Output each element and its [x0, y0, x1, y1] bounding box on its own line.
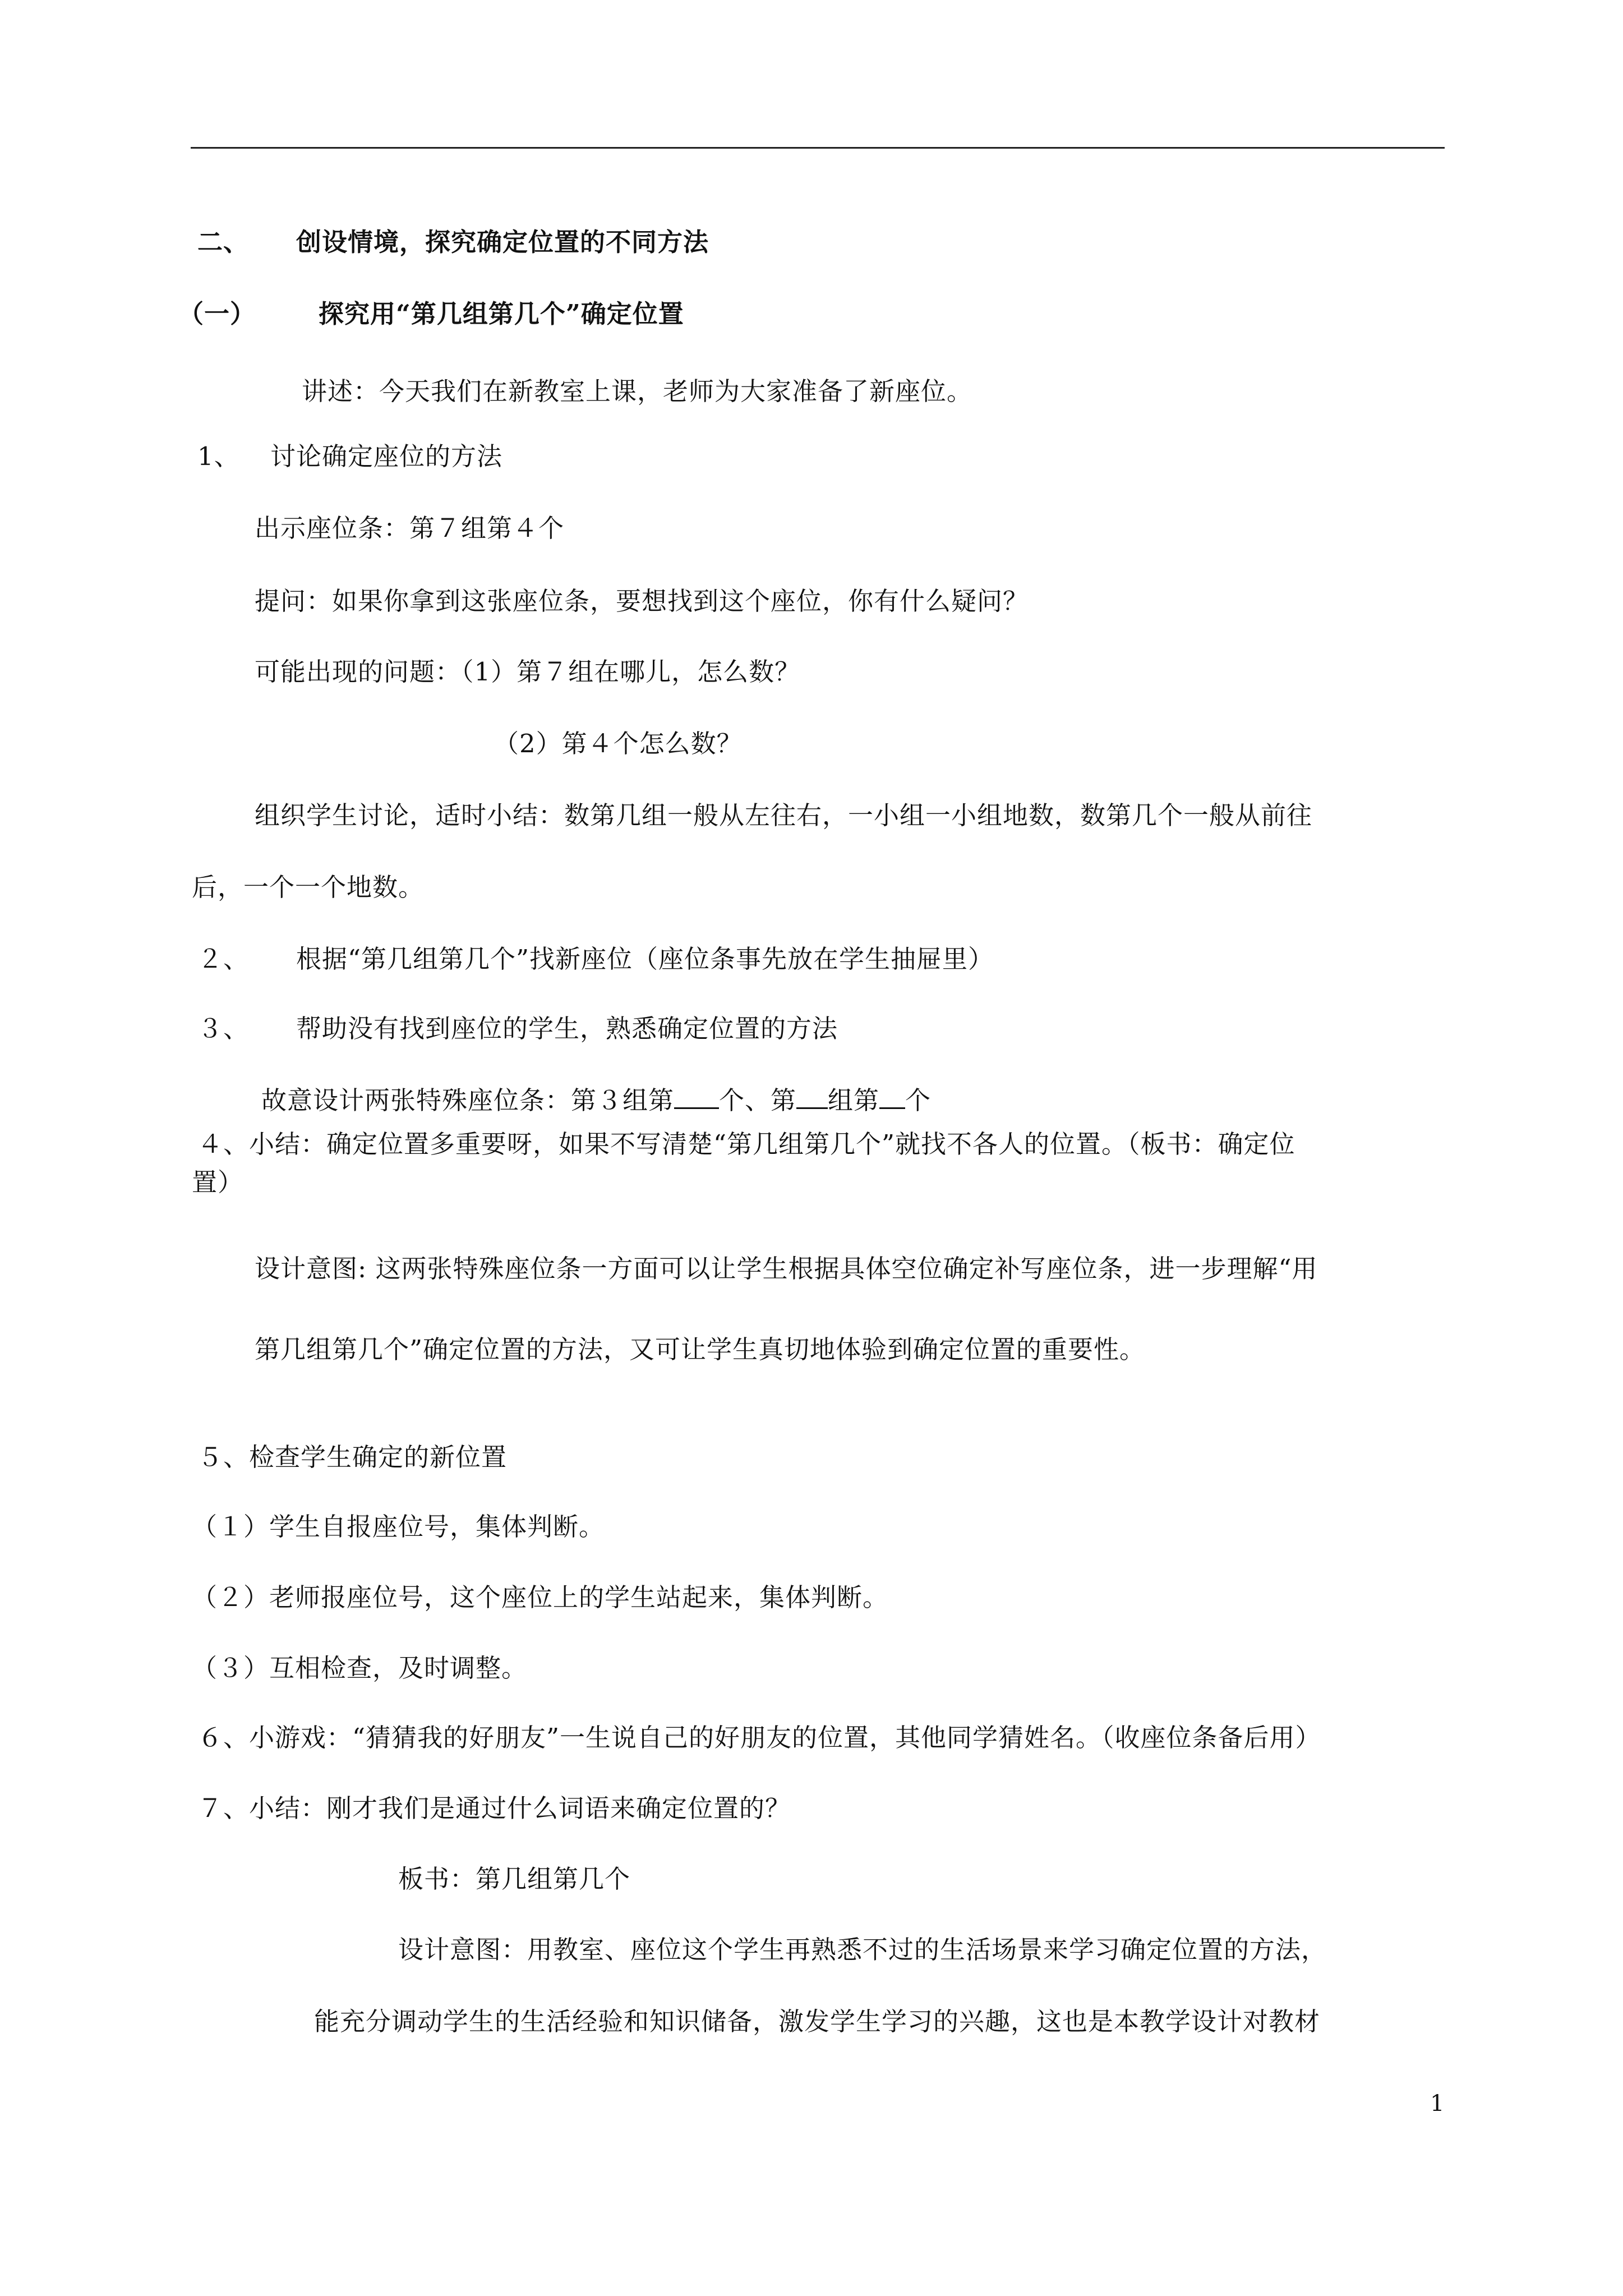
special-strip-line — [261, 1083, 931, 1117]
sub-item-2: （２）老师报座位号，这个座位上的学生站起来，集体判断。 — [192, 1582, 889, 1612]
special-strip-mid-2: 组第 — [828, 1085, 880, 1115]
intro-text: 讲述：今天我们在新教室上课，老师为大家准备了新座位。 — [302, 376, 973, 406]
section-two-title: 创设情境，探究确定位置的不同方法 — [296, 227, 709, 257]
item2-title: 根据“第几组第几个”找新座位（座位条事先放在学生抽屉里） — [296, 944, 994, 974]
discussion-line-2: 后，一个一个地数。 — [192, 872, 425, 902]
item4-line-1: ４、小结：确定位置多重要呀，如果不写清楚“第几组第几个”就找不各人的位置。（板书：确定位 — [197, 1129, 1295, 1159]
design-intent-1-line-1: 设计意图: 这两张特殊座位条一方面可以让学生根据具体空位确定补写座位条，进一步理解“用 — [255, 1254, 1318, 1283]
item1-title: 讨论确定座位的方法 — [270, 441, 503, 471]
design-intent-1-line-2: 第几组第几个”确定位置的方法，又可让学生真切地体验到确定位置的重要性。 — [255, 1335, 1146, 1364]
item3-number: ３、 — [197, 1014, 250, 1043]
board-text: 板书：第几组第几个 — [398, 1864, 631, 1894]
possible-question-2: （2）第４个怎么数？ — [494, 729, 743, 758]
blank-2 — [796, 1083, 828, 1109]
page-number: 1 — [1430, 2091, 1445, 2116]
item4-line-2: 置） — [192, 1167, 244, 1197]
subsection-one-title: 探究用“第几组第几个”确定位置 — [319, 299, 684, 329]
show-strip-text: 出示座位条：第７组第４个 — [255, 513, 565, 543]
design-intent-2-line-2: 能充分调动学生的生活经验和知识储备，激发学生学习的兴趣，这也是本教学设计对教材 — [314, 2007, 1321, 2036]
sub-item-3: （３）互相检查，及时调整。 — [192, 1653, 528, 1683]
item3-title: 帮助没有找到座位的学生，熟悉确定位置的方法 — [296, 1014, 838, 1043]
header-rule — [191, 147, 1445, 149]
blank-3 — [879, 1083, 905, 1109]
discussion-line-1: 组织学生讨论，适时小结：数第几组一般从左往右，一小组一小组地数，数第几个一般从前往 — [255, 800, 1313, 830]
item6-text: ６、小游戏：“猜猜我的好朋友”一生说自己的好朋友的位置，其他同学猜姓名。（收座位条备后用） — [197, 1723, 1321, 1752]
special-strip-mid-1: 个、第 — [719, 1085, 797, 1115]
item7-text: ７、小结：刚才我们是通过什么词语来确定位置的？ — [197, 1793, 791, 1823]
special-strip-suffix: 个 — [905, 1085, 932, 1115]
design-intent-2-line-1: 设计意图：用教室、座位这个学生再熟悉不过的生活场景来学习确定位置的方法， — [398, 1935, 1327, 1964]
blank-1 — [674, 1083, 719, 1109]
item2-number: ２、 — [197, 944, 250, 974]
item1-number: 1、 — [197, 441, 240, 471]
possible-question-1: 可能出现的问题：（1）第７组在哪儿，怎么数？ — [255, 657, 801, 687]
question-text: 提问：如果你拿到这张座位条，要想找到这个座位，你有什么疑问？ — [255, 586, 1029, 616]
item5-text: ５、检查学生确定的新位置 — [197, 1442, 508, 1472]
subsection-one-number: （一） — [178, 299, 256, 329]
section-two-number: 二、 — [197, 227, 250, 257]
sub-item-1: （１）学生自报座位号，集体判断。 — [192, 1512, 605, 1542]
special-strip-prefix: 故意设计两张特殊座位条：第３组第 — [261, 1085, 675, 1115]
